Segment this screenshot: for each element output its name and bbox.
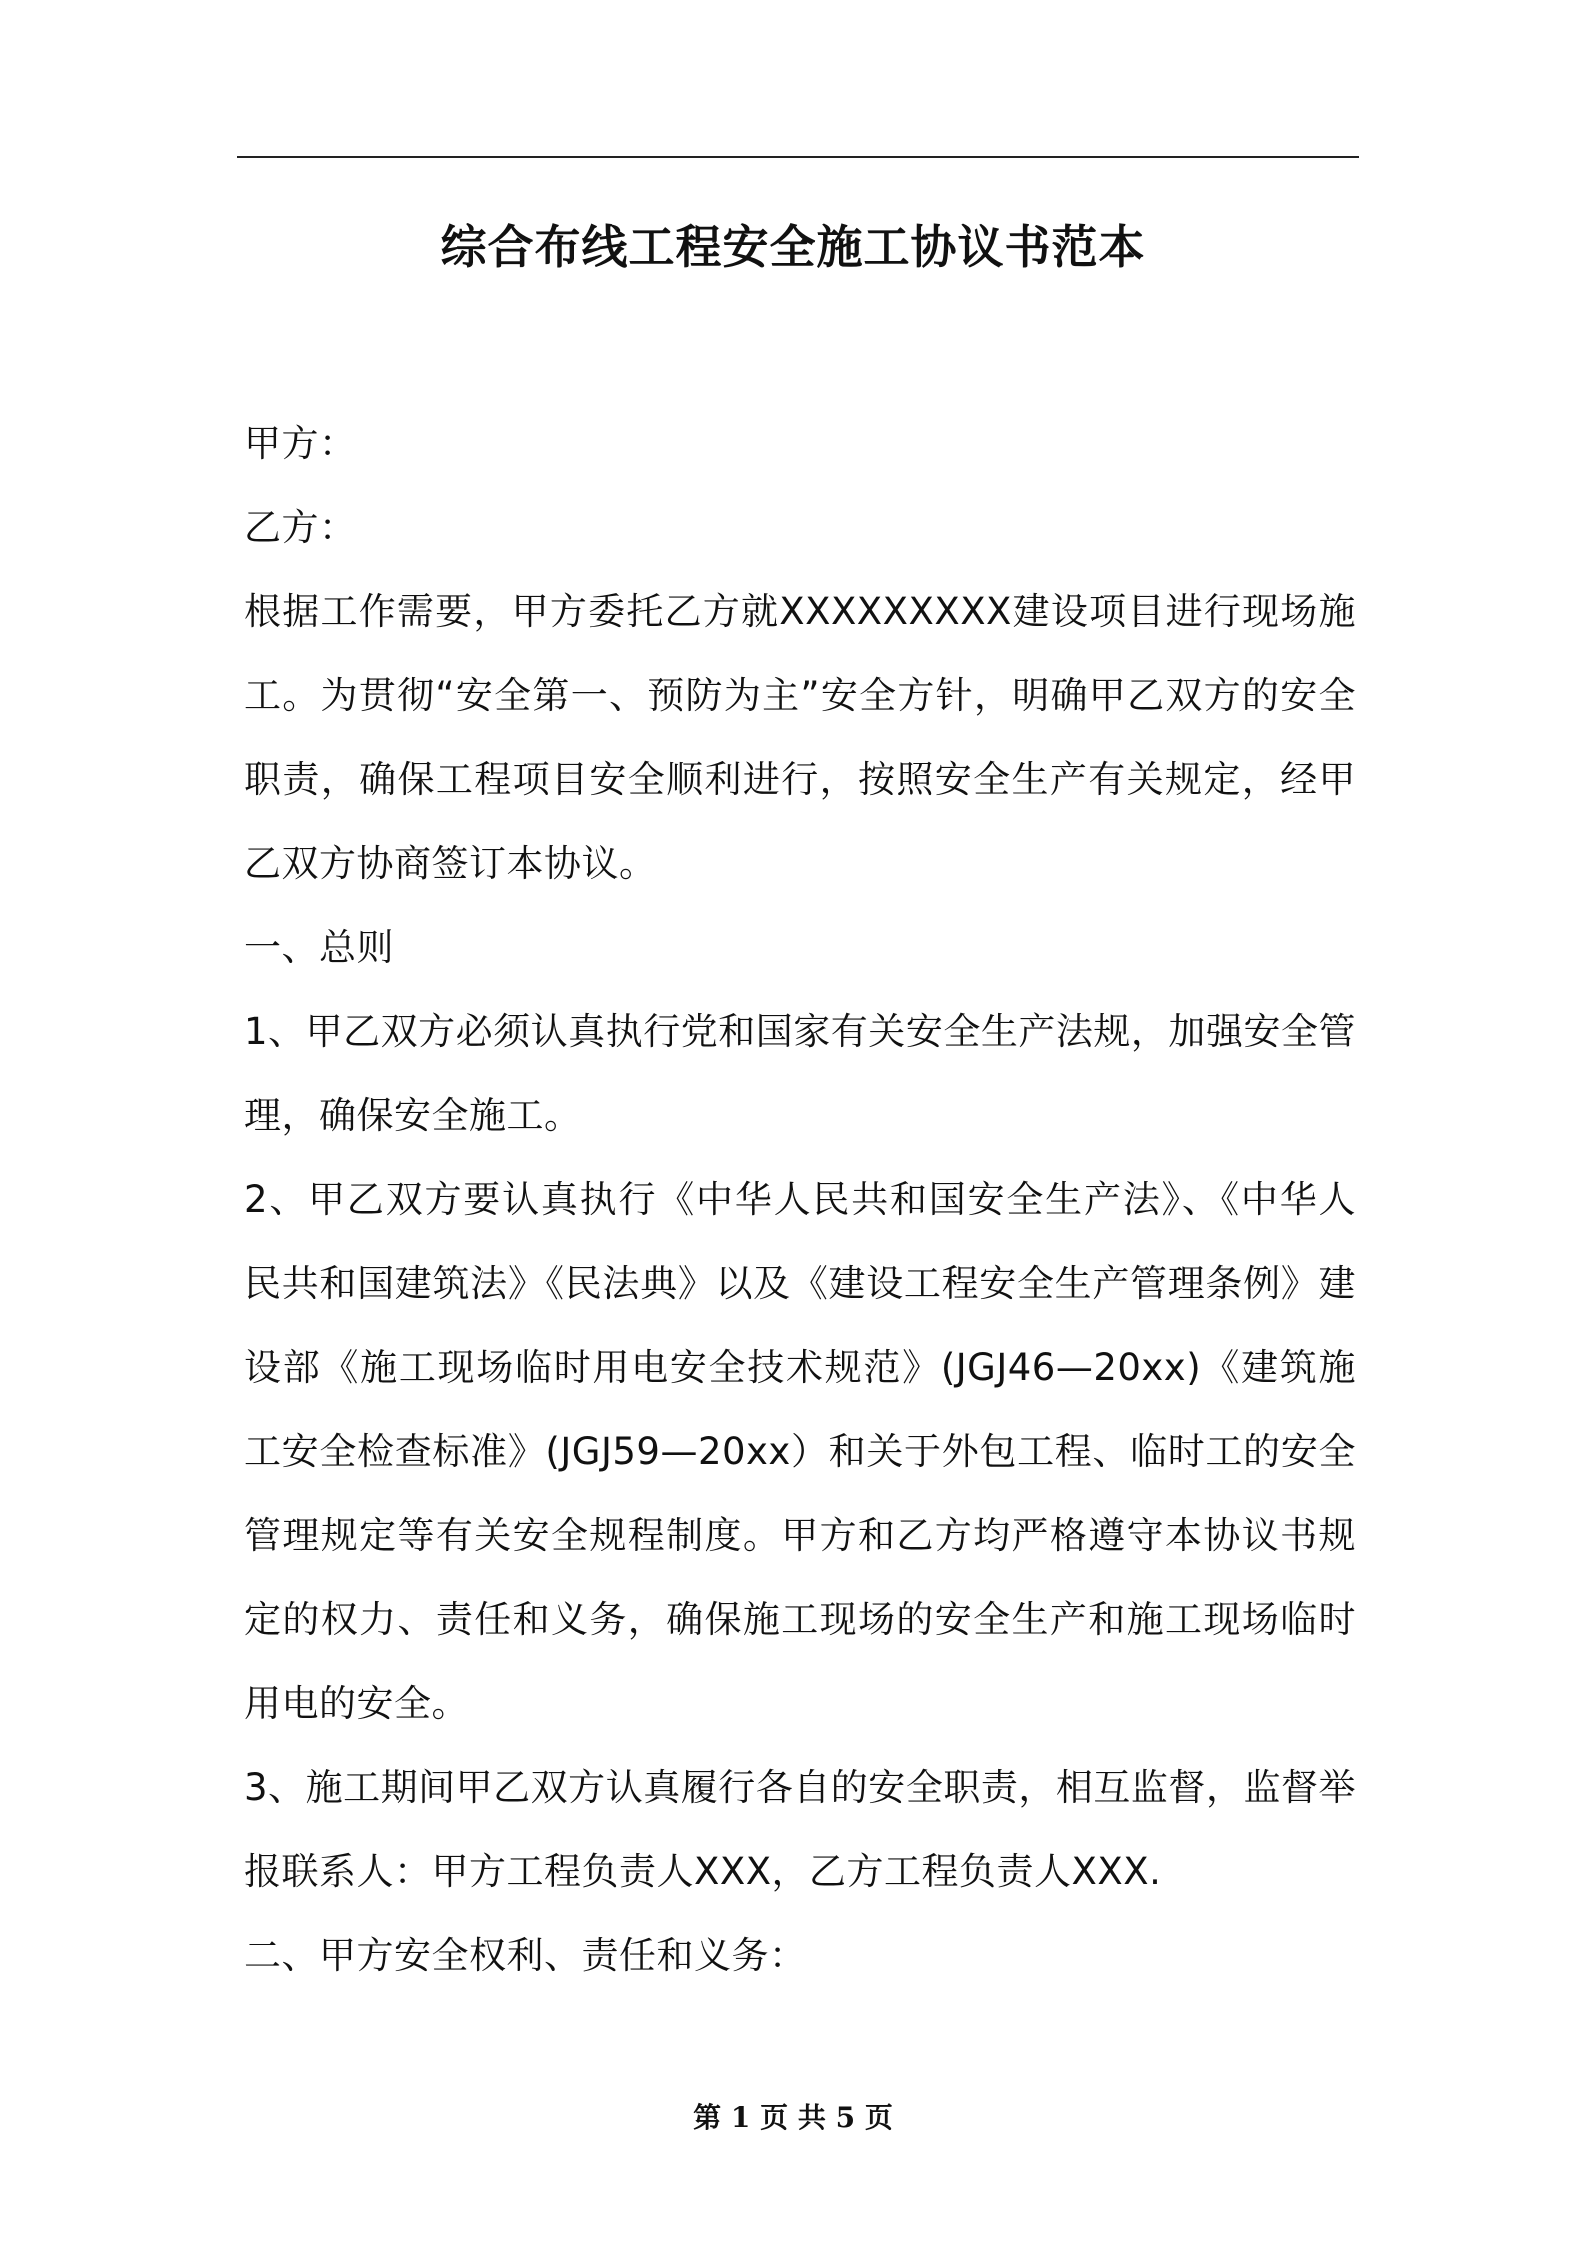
page-number: 第 1 页 共 5 页 (693, 2101, 893, 2134)
document-title: 综合布线工程安全施工协议书范本 (440, 220, 1146, 274)
party-b-line: 乙方： (244, 506, 357, 549)
section-heading-general: 一、总则 (244, 926, 394, 969)
clause-3: 3、施工期间甲乙双方认真履行各自的安全职责，相互监督，监督举报联系人：甲方工程负责人XXX，乙方工程负责人XXX. (244, 1766, 1356, 1893)
header-rule (237, 156, 1359, 158)
intro-paragraph: 根据工作需要，甲方委托乙方就XXXXXXXXX建设项目进行现场施工。为贯彻“安全第一、预防为主”安全方针，明确甲乙双方的安全职责，确保工程项目安全顺利进行，按照安全生产有关规定，经甲乙双方协商签订本协议。 (244, 590, 1356, 885)
clause-1: 1、甲乙双方必须认真执行党和国家有关安全生产法规，加强安全管理，确保安全施工。 (244, 1010, 1356, 1137)
party-a-line: 甲方： (244, 422, 357, 465)
clause-2: 2、甲乙双方要认真执行《中华人民共和国安全生产法》、《中华人民共和国建筑法》《民法典》以及《建设工程安全生产管理条例》建设部《施工现场临时用电安全技术规范》(JGJ46—20xx)《建筑施工安全检查标准》(JGJ59—20xx）和关于外包工程、临时工的安全管理规定等有关安全规程制度。甲方和乙方均严格遵守本协议书规定的权力、责任和义务，确保施工现场的安全生产和施工现场临时用电的安全。 (244, 1178, 1356, 1725)
section-heading-party-a: 二、甲方安全权利、责任和义务： (244, 1934, 807, 1977)
document-body (244, 402, 1356, 1998)
